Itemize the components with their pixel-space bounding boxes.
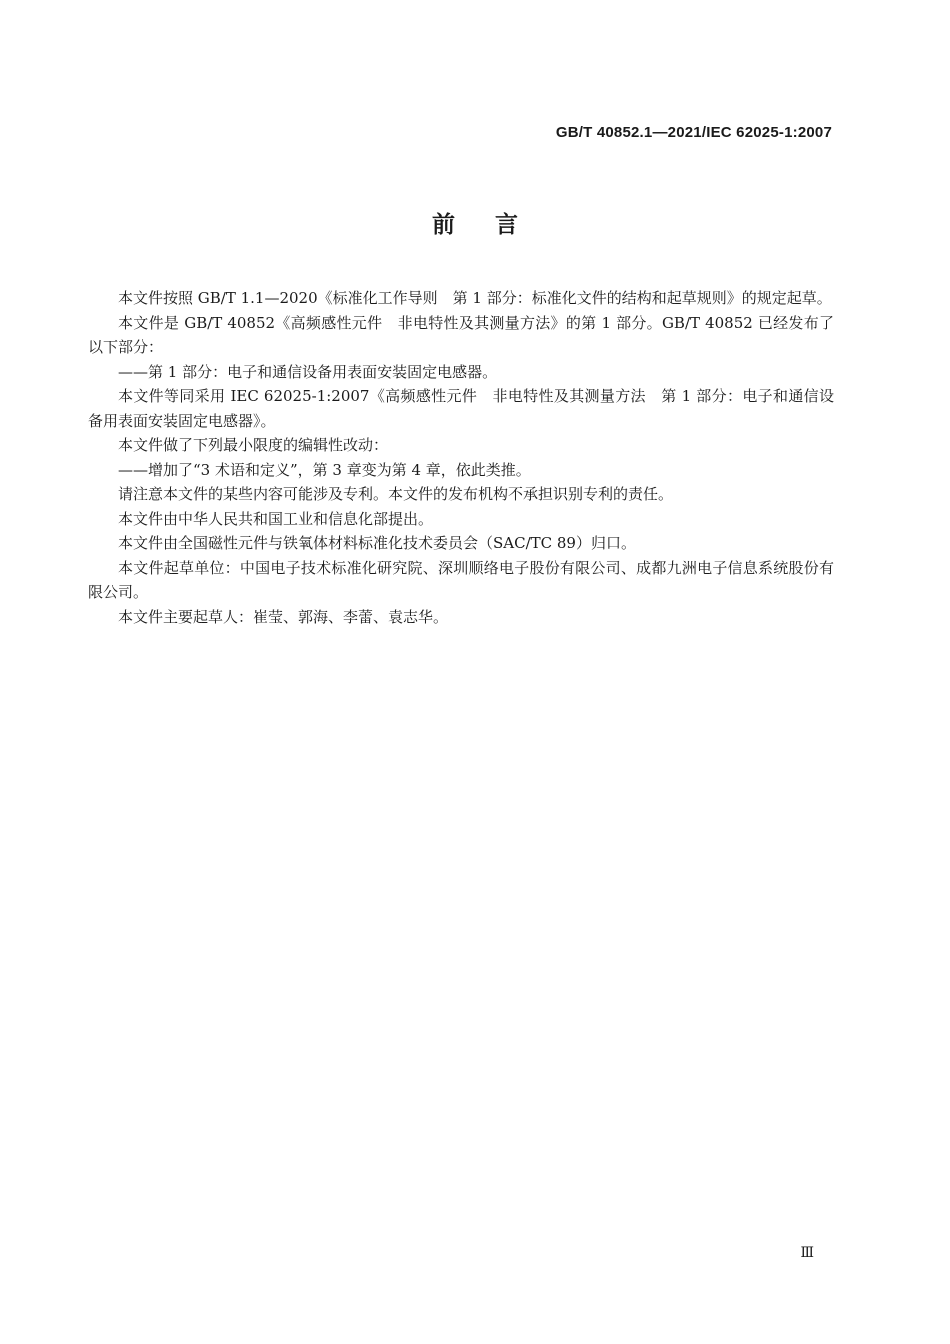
page-number: Ⅲ	[800, 1245, 814, 1261]
paragraph: 本文件由中华人民共和国工业和信息化部提出。	[118, 509, 434, 528]
foreword-body	[88, 286, 834, 629]
page-title: 前言	[432, 212, 558, 238]
paragraph: 请注意本文件的某些内容可能涉及专利。本文件的发布机构不承担识别专利的责任。	[118, 485, 674, 503]
paragraph: 本文件做了下列最小限度的编辑性改动：	[118, 436, 389, 454]
list-item: ——增加了“3 术语和定义”，第 3 章变为第 4 章，依此类推。	[118, 460, 531, 479]
standard-code: GB/T 40852.1—2021/IEC 62025-1:2007	[555, 124, 832, 141]
list-item: ——第 1 部分：电子和通信设备用表面安装固定电感器。	[118, 362, 498, 381]
paragraph: 本文件按照 GB/T 1.1—2020《标准化工作导则 第 1 部分：标准化文件的结构和起草规则》的规定起草。	[118, 289, 832, 307]
paragraph: 本文件等同采用 IEC 62025-1:2007《高频感性元件 非电特性及其测量方法 第 1 部分：电子和通信设备用表面安装固定电感器》。	[88, 387, 834, 430]
paragraph: 本文件由全国磁性元件与铁氧体材料标准化技术委员会（SAC/TC 89）归口。	[118, 534, 636, 552]
paragraph: 本文件主要起草人：崔莹、郭海、李蕾、袁志华。	[118, 607, 449, 626]
paragraph: 本文件起草单位：中国电子技术标准化研究院、深圳顺络电子股份有限公司、成都九洲电子信息系统股份有限公司。	[88, 558, 834, 601]
paragraph: 本文件是 GB/T 40852《高频感性元件 非电特性及其测量方法》的第 1 部分。GB/T 40852 已经发布了以下部分：	[88, 313, 834, 356]
